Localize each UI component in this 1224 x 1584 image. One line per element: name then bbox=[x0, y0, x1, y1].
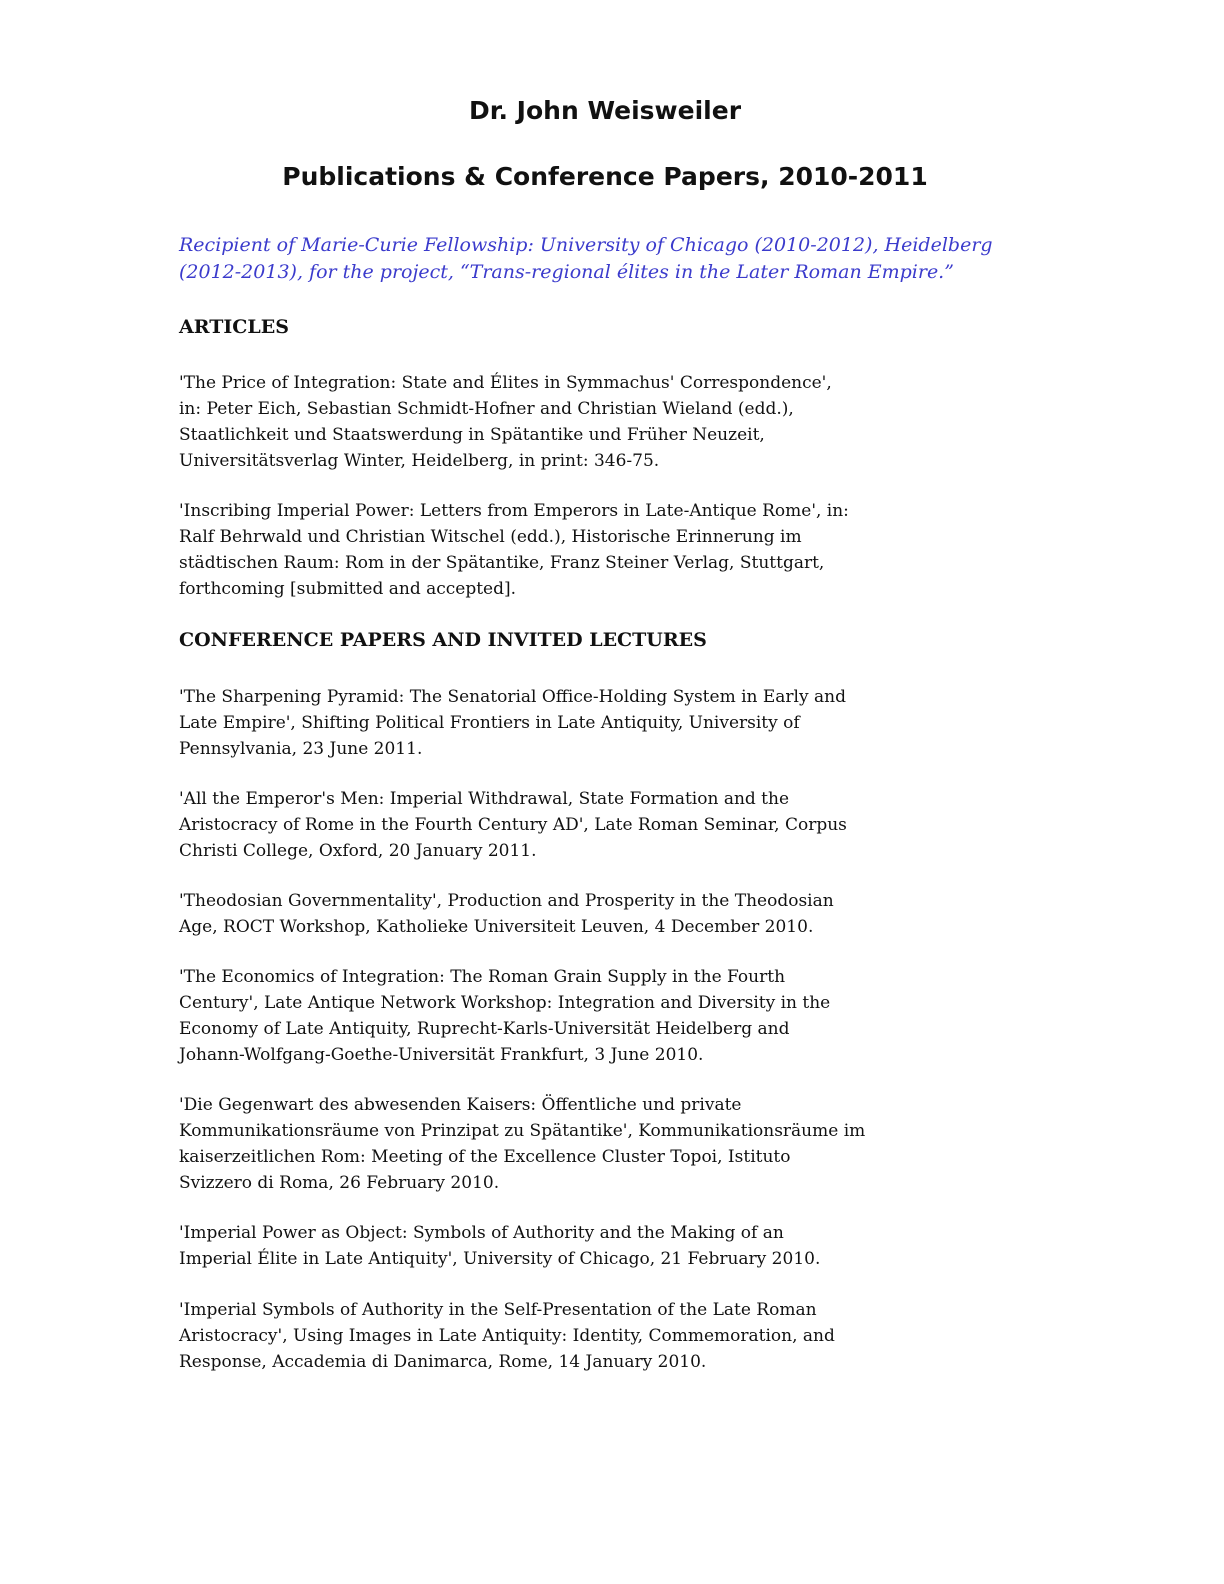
entry-line: forthcoming [submitted and accepted]. bbox=[179, 579, 517, 599]
entry-line: Aristocracy of Rome in the Fourth Century AD', Late Roman Seminar, Corpus bbox=[179, 815, 847, 835]
document-title: Publications & Conference Papers, 2010-2011 bbox=[282, 162, 928, 191]
section-heading-articles: ARTICLES bbox=[179, 316, 289, 338]
entry-line: Christi College, Oxford, 20 January 2011. bbox=[179, 841, 537, 861]
entry-line: Late Empire', Shifting Political Frontiers in Late Antiquity, University of bbox=[179, 713, 800, 733]
entry-line: Aristocracy', Using Images in Late Antiquity: Identity, Commemoration, and bbox=[179, 1326, 835, 1346]
fellowship-note bbox=[179, 232, 1059, 286]
conference-entry bbox=[179, 1220, 979, 1272]
entry-line: Svizzero di Roma, 26 February 2010. bbox=[179, 1173, 500, 1193]
entry-line: Age, ROCT Workshop, Katholieke Universiteit Leuven, 4 December 2010. bbox=[179, 917, 814, 937]
section-heading-conference: CONFERENCE PAPERS AND INVITED LECTURES bbox=[179, 629, 707, 651]
fellowship-line: Recipient of Marie-Curie Fellowship: University of Chicago (2010-2012), Heidelberg bbox=[179, 234, 993, 256]
conference-entry bbox=[179, 964, 979, 1068]
entry-line: 'The Sharpening Pyramid: The Senatorial Office-Holding System in Early and bbox=[179, 687, 846, 707]
entry-line: 'All the Emperor's Men: Imperial Withdrawal, State Formation and the bbox=[179, 789, 790, 809]
conference-entry bbox=[179, 684, 979, 762]
entry-line: Economy of Late Antiquity, Ruprecht-Karls-Universität Heidelberg and bbox=[179, 1019, 790, 1039]
entry-line: Johann-Wolfgang-Goethe-Universität Frankfurt, 3 June 2010. bbox=[179, 1045, 704, 1065]
fellowship-line: (2012-2013), for the project, “Trans-regional élites in the Later Roman Empire.” bbox=[179, 261, 954, 283]
entry-line: 'Die Gegenwart des abwesenden Kaisers: Öffentliche und private bbox=[179, 1095, 742, 1115]
entry-line: Ralf Behrwald und Christian Witschel (edd.), Historische Erinnerung im bbox=[179, 527, 802, 547]
entry-line: 'Imperial Power as Object: Symbols of Authority and the Making of an bbox=[179, 1223, 784, 1243]
entry-line: Universitätsverlag Winter, Heidelberg, in print: 346-75. bbox=[179, 451, 660, 471]
entry-line: 'Theodosian Governmentality', Production and Prosperity in the Theodosian bbox=[179, 891, 834, 911]
entry-line: kaiserzeitlichen Rom: Meeting of the Excellence Cluster Topoi, Istituto bbox=[179, 1147, 791, 1167]
entry-line: Kommunikationsräume von Prinzipat zu Spätantike', Kommunikationsräume im bbox=[179, 1121, 866, 1141]
entry-line: städtischen Raum: Rom in der Spätantike, Franz Steiner Verlag, Stuttgart, bbox=[179, 553, 825, 573]
conference-entry bbox=[179, 888, 979, 940]
entry-line: 'The Economics of Integration: The Roman Grain Supply in the Fourth bbox=[179, 967, 786, 987]
entry-line: Response, Accademia di Danimarca, Rome, 14 January 2010. bbox=[179, 1352, 707, 1372]
entry-line: in: Peter Eich, Sebastian Schmidt-Hofner and Christian Wieland (edd.), bbox=[179, 399, 794, 419]
entry-line: 'The Price of Integration: State and Élites in Symmachus' Correspondence', bbox=[179, 373, 832, 393]
entry-line: 'Inscribing Imperial Power: Letters from Emperors in Late-Antique Rome', in: bbox=[179, 501, 849, 521]
entry-line: Staatlichkeit und Staatswerdung in Spätantike und Früher Neuzeit, bbox=[179, 425, 765, 445]
entry-line: 'Imperial Symbols of Authority in the Self-Presentation of the Late Roman bbox=[179, 1300, 817, 1320]
article-entry bbox=[179, 370, 979, 474]
author-name: Dr. John Weisweiler bbox=[468, 96, 742, 125]
article-entry bbox=[179, 498, 979, 602]
entry-line: Century', Late Antique Network Workshop: Integration and Diversity in the bbox=[179, 993, 831, 1013]
conference-entry bbox=[179, 1297, 979, 1375]
entry-line: Pennsylvania, 23 June 2011. bbox=[179, 739, 423, 759]
conference-entry bbox=[179, 786, 979, 864]
conference-entry bbox=[179, 1092, 979, 1196]
entry-line: Imperial Élite in Late Antiquity', University of Chicago, 21 February 2010. bbox=[179, 1249, 821, 1269]
